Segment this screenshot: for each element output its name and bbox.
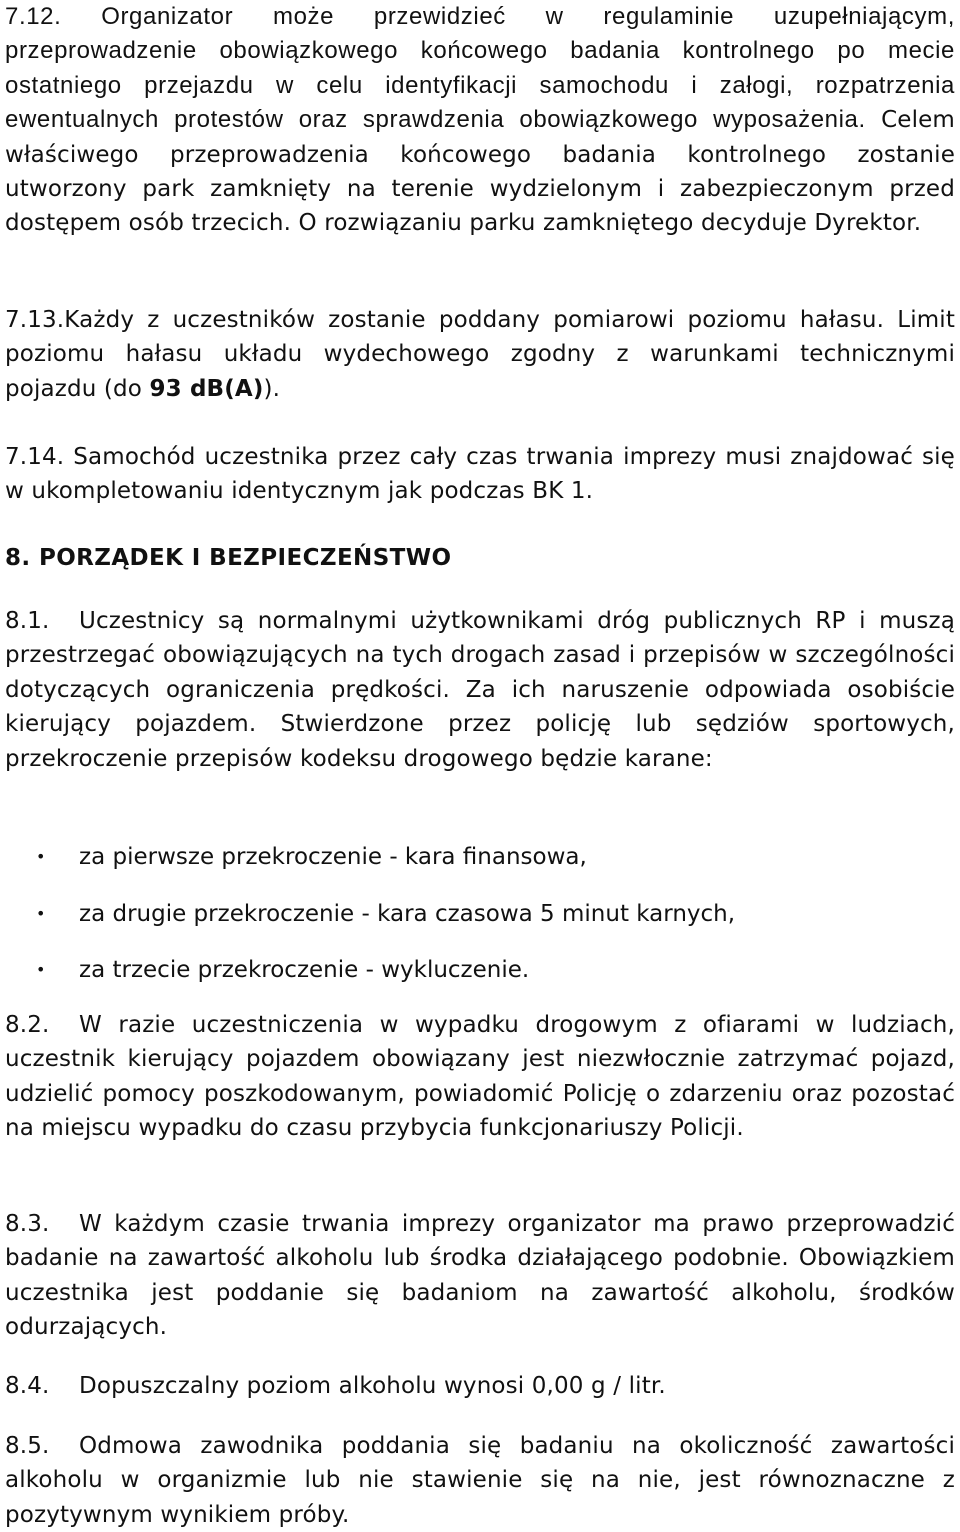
paragraph-8-2 [5, 1008, 955, 1146]
penalty-text: za pierwsze przekroczenie - kara finansowa, [79, 844, 587, 870]
paragraph-8-1 [5, 604, 955, 776]
paragraph-8-1-number: 8.1. [5, 608, 50, 634]
paragraph-7-12-rest: Celem właściwego przeprowadzenia końcowego badania kontrolnego zostanie utworzony park zamknięty na terenie wydzielonym i zabezpieczonym przed dostępem osób trzecich. O rozwiązaniu parku zamkniętego decyduje Dyrektor. [5, 107, 955, 237]
penalty-text: za drugie przekroczenie - kara czasowa 5 minut karnych, [79, 900, 736, 927]
paragraph-7-13 [5, 303, 955, 406]
paragraph-8-2-number: 8.2. [5, 1012, 50, 1038]
bullet-icon: • [36, 903, 46, 923]
paragraph-8-2-text: W razie uczestniczenia w wypadku drogowym z ofiarami w ludziach, uczestnik kierujący pojazdem obowiązany jest niezwłocznie zatrzymać pojazd, udzielić pomocy poszkodowanym, powiadomić Policję o zdarzeniu oraz pozostać na miejscu wypadku do czasu przybycia funkcjonariuszy Policji. [5, 1012, 955, 1142]
paragraph-8-3-text: W każdym czasie trwania imprezy organizator ma prawo przeprowadzić badanie na zawartość alkoholu lub środka działającego podobnie. Obowiązkiem uczestnika jest poddanie się badaniom na zawartość alkoholu, środków odurzających. [5, 1211, 955, 1341]
paragraph-7-13-text: 7.13.Każdy z uczestników zostanie poddany pomiarowi poziomu hałasu. Limit poziomu hałasu układu wydechowego zgodny z warunkami technicznymi pojazdu (do [5, 307, 955, 402]
paragraph-8-5-number: 8.5. [5, 1433, 50, 1459]
paragraph-8-3-number: 8.3. [5, 1211, 50, 1237]
paragraph-8-4-number: 8.4. [5, 1373, 50, 1399]
paragraph-7-13-tail: ). [263, 375, 281, 402]
paragraph-8-4 [5, 1369, 955, 1403]
paragraph-7-14: 7.14. Samochód uczestnika przez cały czas trwania imprezy musi znajdować się w ukompletowaniu identycznym jak podczas BK 1. [5, 444, 955, 505]
paragraph-8-1-text: Uczestnicy są normalnymi użytkownikami dróg publicznych RP i muszą przestrzegać obowiązujących na tych drogach zasad i przepisów w szczególności dotyczących ograniczenia prędkości. Za ich naruszenie odpowiada osobiście kierujący pojazdem. Stwierdzone przez policję lub sędziów sportowych, przekroczenie przepisów kodeksu drogowego będzie karane: [5, 608, 955, 772]
bullet-icon: • [36, 960, 46, 979]
noise-limit-value: 93 dB(A) [149, 375, 264, 402]
paragraph-7-12 [5, 0, 955, 241]
paragraph-8-5 [5, 1429, 955, 1532]
paragraph-8-4-text: Dopuszczalny poziom alkoholu wynosi 0,00 g / litr. [79, 1373, 666, 1399]
paragraph-7-12-lead: 7.12. Organizator może przewidzieć w regulaminie uzupełniającym, przeprowadzenie obowiązkowego końcowego badania kontrolnego po mecie ostatniego przejazdu w celu identyfikacji samochodu i załogi, rozpatrzenia ewentualnych protestów oraz sprawdzenia obowiązkowego wyposażenia. [5, 3, 955, 134]
paragraph-8-3 [5, 1207, 955, 1345]
section-8-heading: 8. PORZĄDEK I BEZPIECZEŃSTWO [5, 545, 452, 571]
paragraph-8-5-text: Odmowa zawodnika poddania się badaniu na okoliczność zawartości alkoholu w organizmie lub nie stawienie się na nie, jest równoznaczne z pozytywnym wynikiem próby. [5, 1433, 955, 1528]
bullet-icon: • [36, 847, 46, 866]
penalty-text: za trzecie przekroczenie - wykluczenie. [79, 957, 530, 983]
